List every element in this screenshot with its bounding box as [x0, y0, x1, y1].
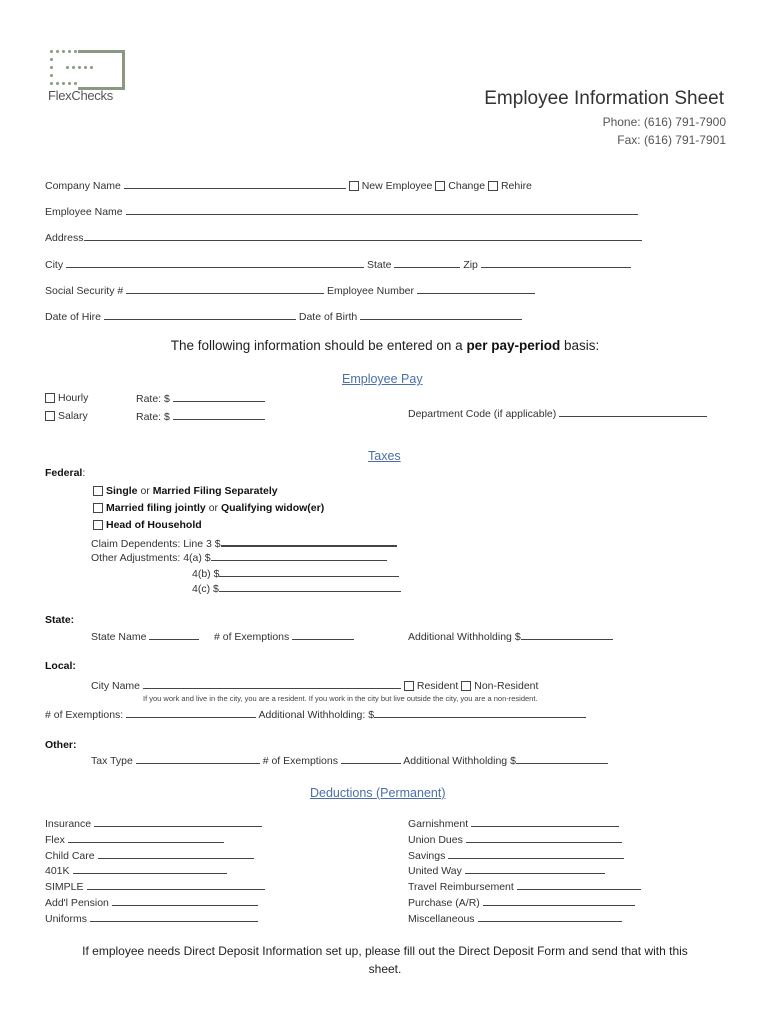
local-withholding-label: Additional Withholding: $ — [258, 709, 375, 721]
local-exemptions-field[interactable] — [126, 708, 256, 718]
salary-rate-row — [136, 410, 265, 423]
department-field[interactable] — [559, 407, 707, 417]
city-label: City — [45, 259, 64, 271]
department-label: Department Code (if applicable) — [408, 408, 557, 420]
footer-line-2: sheet. — [368, 962, 402, 976]
deduction-field[interactable] — [94, 817, 262, 827]
deduction-row — [408, 896, 635, 909]
adj-4b-row — [192, 567, 399, 580]
dates-row — [45, 310, 522, 323]
deduction-row — [408, 912, 622, 925]
deduction-field[interactable] — [90, 912, 258, 922]
new-employee-label: New Employee — [361, 180, 433, 192]
deduction-row — [408, 864, 605, 877]
state-exemptions-field[interactable] — [292, 630, 354, 640]
state-field[interactable] — [394, 258, 460, 268]
other-tax-row — [91, 754, 608, 767]
rehire-label: Rehire — [500, 180, 532, 192]
other-withholding-label: Additional Withholding $ — [403, 755, 516, 767]
deduction-row — [45, 896, 258, 909]
page-title: Employee Information Sheet — [484, 88, 724, 109]
hoh-checkbox[interactable] — [93, 520, 103, 530]
state-name-field[interactable] — [149, 630, 199, 640]
hourly-rate-row — [136, 392, 265, 405]
other-section-label: Other: — [45, 739, 77, 751]
deduction-label: Garnishment — [408, 818, 469, 830]
local-section-label: Local: — [45, 660, 76, 672]
address-label: Address — [45, 232, 84, 244]
hourly-rate-label: Rate: $ — [136, 393, 170, 405]
intro-end: basis: — [560, 338, 600, 353]
local-exemptions-label: # of Exemptions: — [45, 709, 124, 721]
mfj-label: Married filing jointly — [106, 502, 206, 514]
deduction-row — [408, 833, 622, 846]
deduction-label: Purchase (A/R) — [408, 897, 480, 909]
hire-date-field[interactable] — [104, 310, 296, 320]
deduction-field[interactable] — [448, 849, 624, 859]
non-resident-label: Non-Resident — [474, 680, 539, 692]
hourly-label: Hourly — [58, 392, 89, 404]
qw-label: Qualifying widow(er) — [220, 502, 325, 514]
hourly-rate-field[interactable] — [173, 392, 265, 402]
claim-label: Claim Dependents: Line 3 $ — [91, 538, 221, 550]
company-row — [45, 179, 532, 192]
deduction-row — [45, 864, 227, 877]
company-field[interactable] — [124, 179, 346, 189]
resident-label: Resident — [416, 680, 459, 692]
or-text: or — [140, 485, 150, 497]
employee-name-field[interactable] — [126, 205, 638, 215]
deduction-label: Child Care — [45, 850, 95, 862]
state-withholding-field[interactable] — [521, 630, 613, 640]
intro-bold: per pay-period — [466, 338, 561, 353]
flexchecks-logo — [48, 48, 128, 106]
employee-number-label: Employee Number — [327, 285, 414, 297]
department-row — [408, 407, 707, 420]
deduction-row — [408, 817, 619, 830]
single-checkbox[interactable] — [93, 486, 103, 496]
deduction-label: Travel Reimbursement — [408, 881, 514, 893]
deduction-field[interactable] — [98, 849, 254, 859]
hoh-row — [93, 519, 202, 531]
deduction-label: Miscellaneous — [408, 913, 475, 925]
city-name-field[interactable] — [143, 679, 401, 689]
deduction-field[interactable] — [465, 864, 605, 874]
change-checkbox[interactable] — [435, 181, 445, 191]
deduction-label: United Way — [408, 865, 462, 877]
salary-checkbox[interactable] — [45, 411, 55, 421]
state-name-label: State Name — [91, 631, 147, 643]
employee-name-row — [45, 205, 638, 218]
claim-row — [91, 536, 397, 550]
state-exemptions-label: # of Exemptions — [213, 631, 290, 643]
deduction-field[interactable] — [517, 880, 641, 890]
adj-4a-field[interactable] — [211, 551, 387, 561]
deduction-field[interactable] — [471, 817, 619, 827]
single-row — [93, 485, 278, 497]
deduction-label: Insurance — [45, 818, 92, 830]
local-withholding-field[interactable] — [374, 708, 586, 718]
federal-label-row: Federal: — [45, 467, 86, 479]
intro-text: The following information should be entered on a — [170, 338, 467, 353]
employee-pay-heading: Employee Pay — [342, 372, 423, 386]
deduction-row — [45, 849, 254, 862]
taxes-heading: Taxes — [368, 449, 401, 463]
deduction-label: Union Dues — [408, 834, 463, 846]
state-withholding-label: Additional Withholding $ — [408, 631, 521, 643]
deduction-field[interactable] — [466, 833, 622, 843]
deduction-row — [45, 833, 224, 846]
other-adj-row — [91, 551, 387, 564]
rehire-checkbox[interactable] — [488, 181, 498, 191]
claim-field[interactable] — [221, 536, 397, 547]
change-label: Change — [448, 180, 486, 192]
phone: Phone: (616) 791-7900 — [602, 115, 726, 129]
salary-rate-field[interactable] — [173, 410, 265, 420]
adj-4c-label: 4(c) $ — [192, 583, 219, 595]
single-label: Single — [106, 485, 138, 497]
new-employee-checkbox[interactable] — [349, 181, 359, 191]
address-row — [45, 231, 642, 244]
hourly-checkbox[interactable] — [45, 393, 55, 403]
city-name-label: City Name — [91, 680, 141, 692]
salary-label: Salary — [58, 410, 88, 422]
deductions-heading: Deductions (Permanent) — [310, 786, 446, 800]
adj-4c-row — [192, 582, 401, 595]
deduction-field[interactable] — [483, 896, 635, 906]
birth-date-label: Date of Birth — [298, 311, 358, 323]
ssn-label: Social Security # — [45, 285, 124, 297]
deduction-field[interactable] — [73, 864, 227, 874]
mfj-row — [93, 502, 324, 514]
fax: Fax: (616) 791-7901 — [617, 133, 726, 147]
state-section-label: State: — [45, 614, 75, 626]
address-field[interactable] — [84, 231, 642, 241]
deduction-row — [45, 912, 258, 925]
tax-type-label: Tax Type — [91, 755, 133, 767]
city-name-row — [91, 679, 538, 692]
local-exemptions-row — [45, 708, 586, 721]
logo-bracket-icon — [78, 50, 125, 90]
adj-4c-field[interactable] — [219, 582, 401, 592]
other-exemptions-field[interactable] — [341, 754, 401, 764]
deduction-label: Savings — [408, 850, 446, 862]
deduction-field[interactable] — [68, 833, 224, 843]
state-label: State — [366, 259, 392, 271]
company-label: Company Name — [45, 180, 121, 192]
city-field[interactable] — [66, 258, 364, 268]
zip-label: Zip — [463, 259, 478, 271]
hire-date-label: Date of Hire — [45, 311, 102, 323]
deduction-label: Uniforms — [45, 913, 88, 925]
deduction-label: Flex — [45, 834, 65, 846]
federal-label: Federal — [45, 467, 83, 479]
state-tax-row — [91, 630, 354, 643]
city-row — [45, 258, 631, 271]
deduction-row — [45, 880, 265, 893]
adj-4b-label: 4(b) $ — [192, 568, 220, 580]
deduction-row — [408, 880, 641, 893]
birth-date-field[interactable] — [360, 310, 522, 320]
other-withholding-field[interactable] — [516, 754, 608, 764]
resident-checkbox[interactable] — [404, 681, 414, 691]
state-withholding-row — [408, 630, 613, 643]
hoh-label: Head of Household — [106, 519, 202, 531]
deduction-field[interactable] — [478, 912, 622, 922]
ssn-row — [45, 284, 535, 297]
deduction-row — [45, 817, 262, 830]
deduction-field[interactable] — [87, 880, 265, 890]
deduction-field[interactable] — [112, 896, 258, 906]
adj-4b-field[interactable] — [219, 567, 399, 577]
logo-text: FlexChecks — [48, 88, 113, 103]
employee-number-field[interactable] — [417, 284, 535, 294]
deduction-label: Add'l Pension — [45, 897, 109, 909]
non-resident-checkbox[interactable] — [461, 681, 471, 691]
salary-row — [45, 410, 88, 422]
ssn-field[interactable] — [126, 284, 324, 294]
mfs-label: Married Filing Separately — [152, 485, 278, 497]
hourly-row — [45, 392, 88, 404]
residency-note: If you work and live in the city, you are a resident. If you work in the city but live outside the city, you are a non-resident. — [143, 694, 538, 703]
other-adj-label: Other Adjustments: 4(a) $ — [91, 552, 211, 564]
employee-name-label: Employee Name — [45, 206, 123, 218]
other-exemptions-label: # of Exemptions — [262, 755, 338, 767]
salary-rate-label: Rate: $ — [136, 411, 170, 423]
mfj-checkbox[interactable] — [93, 503, 103, 513]
deduction-row — [408, 849, 624, 862]
pay-period-intro — [0, 338, 770, 353]
footer-line-1: If employee needs Direct Deposit Information set up, please fill out the Direct Deposit Form and send that with this — [82, 944, 688, 958]
or-text: or — [208, 502, 219, 514]
deduction-label: SIMPLE — [45, 881, 84, 893]
tax-type-field[interactable] — [136, 754, 260, 764]
deduction-label: 401K — [45, 865, 70, 877]
zip-field[interactable] — [481, 258, 631, 268]
